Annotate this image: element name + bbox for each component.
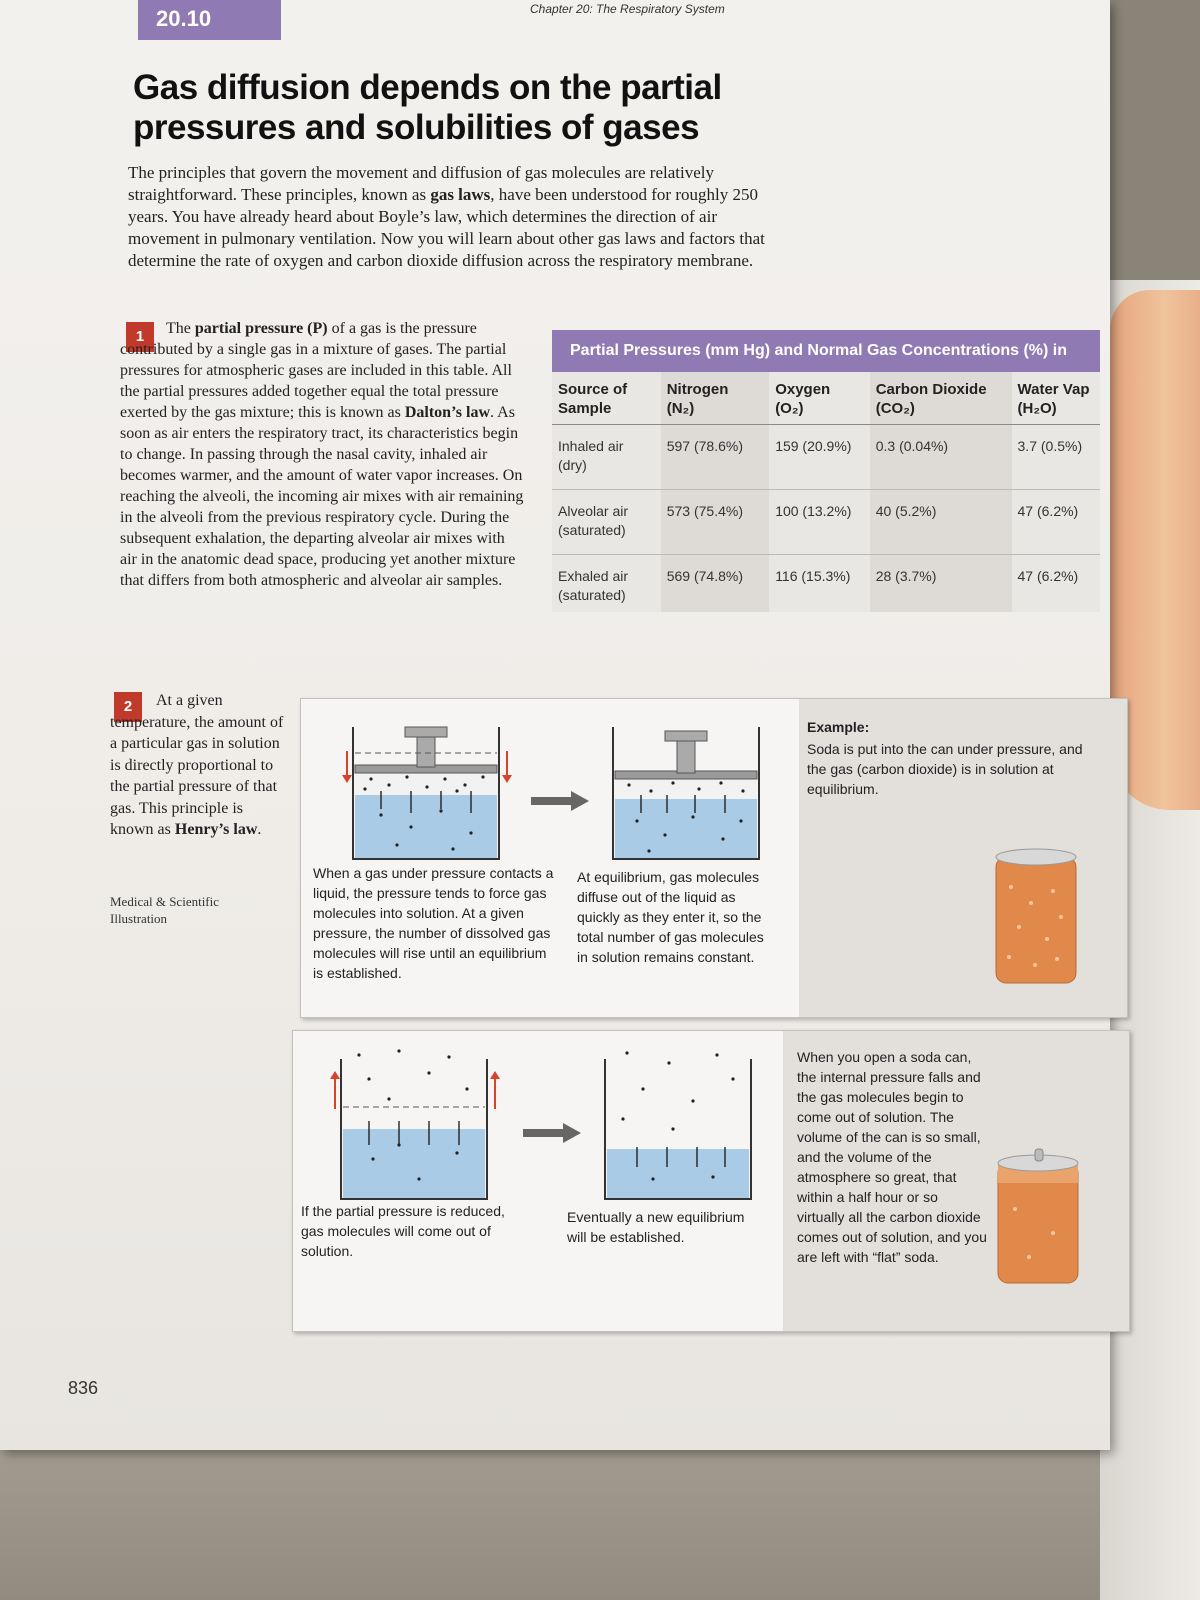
- caption-pressure-contact: When a gas under pressure contacts a liquid, the pressure tends to force gas molecules into solution. At a given pressure, the number of dissolved gas molecules will rise until an equilibrium is established.: [313, 865, 554, 981]
- piston-container-icon: [341, 717, 511, 867]
- cell-co2: 40 (5.2%): [870, 490, 1012, 555]
- header-water-vapor: Water Vap (H₂O): [1012, 372, 1100, 425]
- intro-paragraph: The principles that govern the movement and diffusion of gas molecules are relatively straightforward. These principles, known as gas laws, have been understood for roughly 250 years. You have already heard about Boyle’s law, which determines the direction of air movement in pulmonary ventilation. Now you will learn about other gas laws and factors that determine the rate of oxygen and carbon dioxide diffusion across the respiratory membrane.: [128, 163, 765, 270]
- gas-layer: [355, 771, 497, 795]
- soda-can-icon: [991, 847, 1081, 987]
- henrys-law-diagram-pressurized: [300, 698, 1128, 1018]
- header-carbon-dioxide: Carbon Dioxide (CO₂): [870, 372, 1012, 425]
- piston-handle: [405, 727, 447, 737]
- step-number-2: 2: [114, 692, 142, 722]
- cell-o2: 159 (20.9%): [769, 425, 870, 490]
- cell-o2: 116 (15.3%): [769, 555, 870, 613]
- new-equilibrium-container-icon: [593, 1049, 763, 1209]
- cell-co2: 0.3 (0.04%): [870, 425, 1012, 490]
- table-row: [552, 425, 1100, 490]
- cell-co2: 28 (3.7%): [870, 555, 1012, 613]
- open-container-icon: [329, 1049, 499, 1209]
- open-soda-can-icon: [993, 1149, 1083, 1289]
- gray-arrow-icon: [523, 1123, 583, 1143]
- page-title: Gas diffusion depends on the partial pressures and solubilities of gases: [133, 68, 722, 147]
- step-number-1: 1: [126, 322, 154, 352]
- henrys-law-diagram-release: [292, 1030, 1130, 1332]
- partial-pressure-paragraph: The partial pressure (P) of a gas is the pressure contributed by a single gas in a mixture of gases. The partial pressures for atmospheric gases are included in this table. All the partial pressures added together equal the total pressure exerted by the gas mixture; this is known as Dalton’s law. As soon as air enters the respiratory tract, its characteristics begin to change. In passing through the nasal cavity, inhaled air becomes warmer, and the amount of water vapor increases. On reaching the alveoli, the incoming air mixes with air remaining in the alveoli from the previous respiratory cycle. During the subsequent exhalation, the departing alveolar air mixes with air in the anatomic dead space, producing yet another mixture that differs from both atmospheric and alveolar air samples.: [120, 320, 524, 589]
- header-source: Source of Sample: [552, 372, 661, 425]
- caption-new-equilibrium: Eventually a new equilibrium will be established.: [567, 1209, 745, 1245]
- gas-table: [552, 372, 1100, 612]
- row-source: Alveolar air (saturated): [552, 490, 661, 555]
- row-source: Inhaled air (dry): [552, 425, 661, 490]
- example-label: Example:: [807, 719, 870, 735]
- header-oxygen: Oxygen (O₂): [769, 372, 870, 425]
- example-text: Soda is put into the can under pressure, and the gas (carbon dioxide) is in solution at equilibrium.: [807, 741, 1083, 797]
- illustration-credit: Medical & Scientific Illustration: [110, 894, 220, 926]
- cell-n2: 569 (74.8%): [661, 555, 769, 613]
- example-text-flat-soda: When you open a soda can, the internal pressure falls and the gas molecules begin to come out of solution. The volume of the can is so small, and the volume of the atmosphere so great, that within a half hour or so virtually all the carbon dioxide comes out of solution, and you are left with “flat” soda.: [797, 1049, 987, 1265]
- cell-h2o: 47 (6.2%): [1012, 490, 1100, 555]
- page-number: 836: [68, 1378, 99, 1398]
- cell-n2: 573 (75.4%): [661, 490, 769, 555]
- table-title: Partial Pressures (mm Hg) and Normal Gas Concentrations (%) in: [552, 330, 1100, 372]
- table-header-row: [552, 372, 1100, 425]
- caption-pressure-reduced: If the partial pressure is reduced, gas molecules will come out of solution.: [301, 1203, 505, 1259]
- gray-arrow-icon: [531, 791, 591, 811]
- cell-o2: 100 (13.2%): [769, 490, 870, 555]
- cell-h2o: 47 (6.2%): [1012, 555, 1100, 613]
- header-nitrogen: Nitrogen (N₂): [661, 372, 769, 425]
- chapter-header: Chapter 20: The Respiratory System: [530, 2, 725, 16]
- cell-h2o: 3.7 (0.5%): [1012, 425, 1100, 490]
- partial-pressures-table: [552, 330, 1100, 612]
- table-row: [552, 490, 1100, 555]
- henrys-law-paragraph: At a given temperature, the amount of a particular gas in solution is directly proportional to the partial pressure of that gas. This principle is known as Henry’s law.: [110, 692, 284, 838]
- equilibrium-container-icon: [601, 717, 771, 867]
- liquid: [355, 795, 497, 859]
- section-number-tab: 20.10: [138, 0, 281, 40]
- row-source: Exhaled air (saturated): [552, 555, 661, 613]
- cell-n2: 597 (78.6%): [661, 425, 769, 490]
- caption-equilibrium: At equilibrium, gas molecules diffuse out of the liquid as quickly as they enter it, so the total number of gas molecules in solution remains constant.: [577, 869, 764, 965]
- table-row: [552, 555, 1100, 613]
